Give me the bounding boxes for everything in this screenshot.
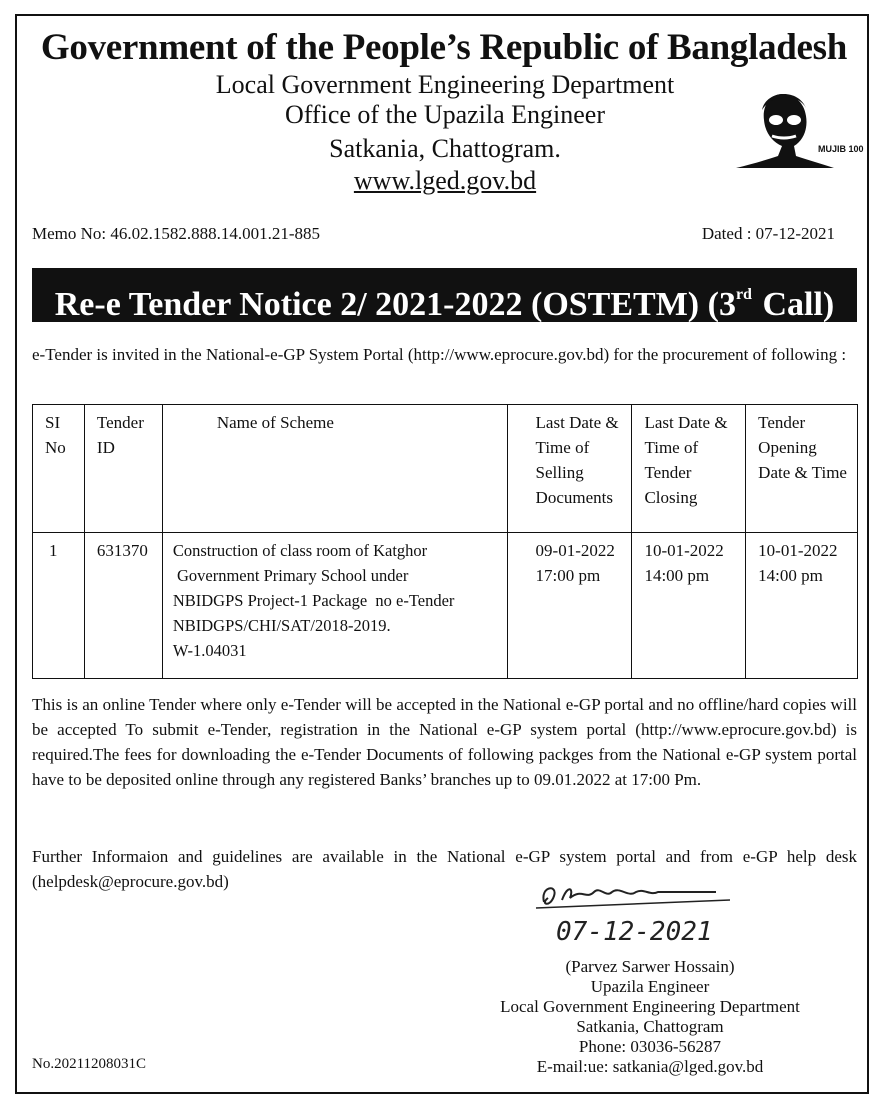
scheme-line: W-1.04031 bbox=[172, 641, 247, 660]
row-sl: 1 bbox=[33, 533, 85, 679]
row-opening-date: 10-01-2022 14:00 pm bbox=[746, 533, 858, 679]
government-heading: Government of the People’s Republic of Bangladesh bbox=[40, 27, 848, 68]
header-tender-id: Tender ID bbox=[84, 405, 162, 533]
header-scheme bbox=[162, 405, 507, 533]
scheme-line: Government Primary School under bbox=[172, 566, 409, 585]
signatory-designation: Upazila Engineer bbox=[590, 977, 710, 996]
scheme-line: Construction of class room of Katghor bbox=[172, 541, 428, 560]
table-header-row bbox=[33, 405, 858, 533]
intro-paragraph: e-Tender is invited in the National-e-GP System Portal (http://www.eprocure.gov.bd) for the procurement of following : bbox=[32, 345, 847, 364]
header-opening-date: Tender Opening Date & Time bbox=[746, 405, 858, 533]
notice-title-superscript: rd bbox=[735, 286, 752, 303]
header-closing-date: Last Date & Time of Tender Closing bbox=[632, 405, 746, 533]
tender-table bbox=[32, 404, 858, 679]
notice-title-main: Re-e Tender Notice 2/ 2021-2022 (OSTETM) (3 bbox=[54, 286, 736, 323]
table-row bbox=[33, 533, 858, 679]
online-tender-paragraph: This is an online Tender where only e-Tender will be accepted in the National e-GP portal and no offline/hard copies will be accepted To submit e-Tender, registration in the National e-GP system portal (http://www.eprocure.gov.bd) is required.The fees for downloading the e-Tender Documents of following packges from the National e-GP system portal have to be deposited online through any registered Banks’ branches up to 09.01.2022 at 17:00 Pm. bbox=[32, 695, 857, 789]
signature-date: 07-12-2021 bbox=[556, 917, 713, 947]
notice-title-banner bbox=[32, 268, 857, 322]
memo-date: Dated : 07-12-2021 bbox=[701, 224, 835, 243]
handwritten-signature bbox=[520, 878, 760, 948]
signatory-department: Local Government Engineering Department bbox=[500, 997, 800, 1016]
header-sl: SI No bbox=[33, 405, 85, 533]
website-link[interactable]: www.lged.gov.bd bbox=[353, 166, 537, 195]
signatory-phone: Phone: 03036-56287 bbox=[578, 1037, 722, 1056]
row-scheme bbox=[162, 533, 507, 679]
office-heading: Office of the Upazila Engineer bbox=[284, 100, 606, 129]
row-closing-date: 10-01-2022 14:00 pm bbox=[632, 533, 746, 679]
further-info-paragraph: Further Informaion and guidelines are available in the National e-GP system portal and from e-GP help desk (helpdesk@eprocure.gov.bd) bbox=[32, 847, 857, 891]
row-tender-id: 631370 bbox=[84, 533, 162, 679]
location-heading: Satkania, Chattogram. bbox=[329, 134, 561, 163]
signatory-name: (Parvez Sarwer Hossain) bbox=[565, 957, 735, 976]
department-heading: Local Government Engineering Department bbox=[215, 70, 675, 99]
mujib-100-emblem-icon bbox=[722, 80, 864, 172]
header-selling-date: Last Date & Time of Selling Documents bbox=[507, 405, 632, 533]
signatory-location: Satkania, Chattogram bbox=[576, 1017, 724, 1036]
row-selling-date: 09-01-2022 17:00 pm bbox=[507, 533, 632, 679]
scheme-line: NBIDGPS/CHI/SAT/2018-2019. bbox=[172, 616, 391, 635]
memo-number: Memo No: 46.02.1582.888.14.001.21-885 bbox=[32, 224, 321, 243]
header-scheme-label: Name of Scheme bbox=[216, 413, 334, 432]
reference-number: No.20211208031C bbox=[32, 1056, 147, 1072]
signatory-email[interactable]: E-mail:ue: satkania@lged.gov.bd bbox=[536, 1057, 764, 1076]
scheme-line: NBIDGPS Project-1 Package no e-Tender bbox=[172, 591, 455, 610]
emblem-text: MUJIB 100 bbox=[818, 144, 864, 154]
notice-title-end: Call) bbox=[753, 286, 835, 323]
